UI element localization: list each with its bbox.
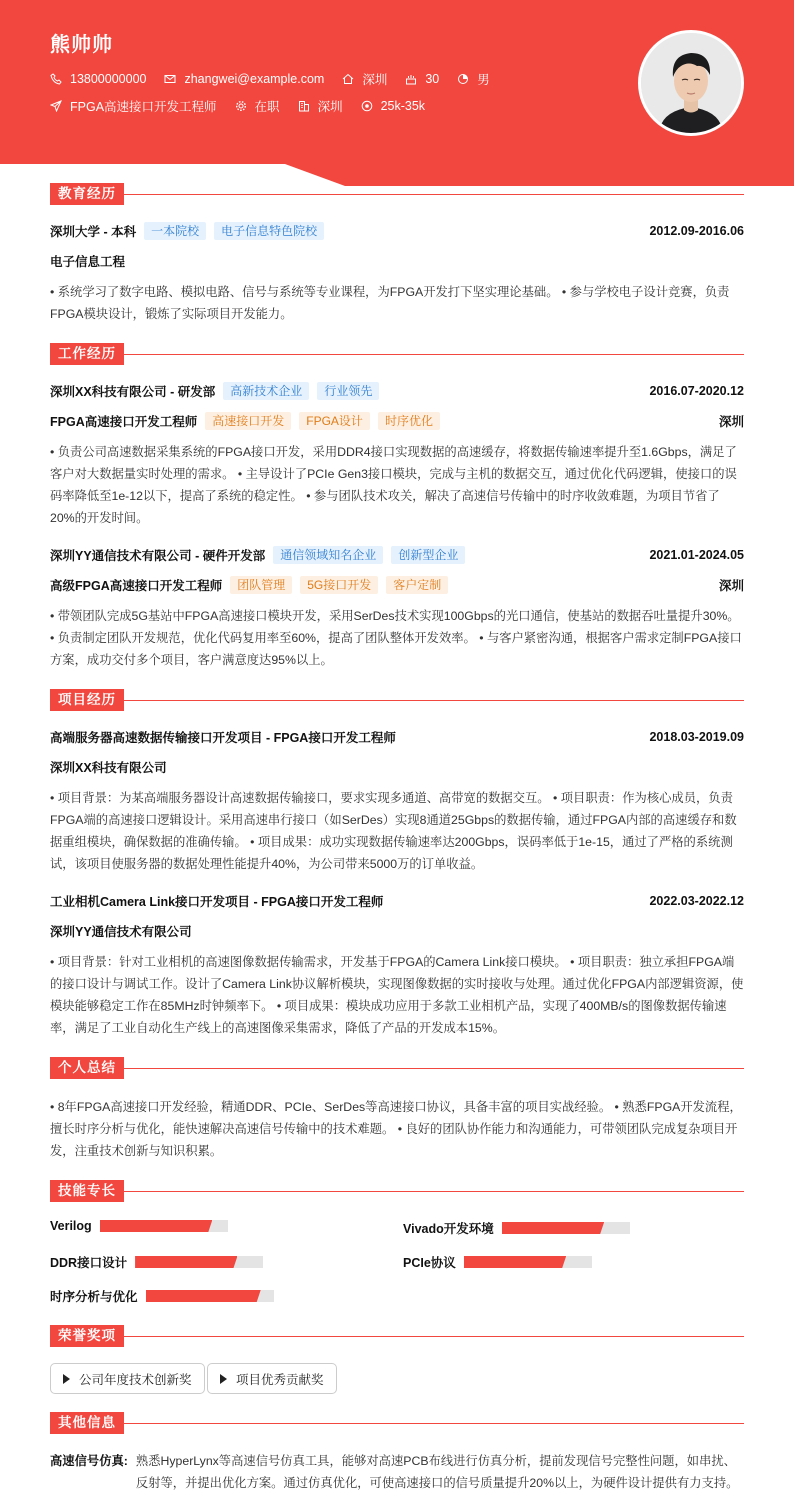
- work-city-text: 深圳: [317, 100, 343, 114]
- skill-bar-fill: [100, 1220, 213, 1232]
- resume-header: [0, 0, 794, 186]
- other-info-label: 高速信号仿真:: [50, 1454, 128, 1468]
- award-badge[interactable]: [207, 1363, 337, 1394]
- project-section-header: [50, 689, 744, 711]
- skill-name: 时序分析与优化: [50, 1290, 138, 1304]
- project-company: 深圳XX科技有限公司: [50, 761, 167, 775]
- award-badge[interactable]: [50, 1363, 205, 1394]
- project-company-row: [50, 921, 744, 941]
- work-title: 工作经历: [50, 343, 124, 365]
- education-period: 2012.09-2016.06: [649, 224, 744, 238]
- work-period: 2021.01-2024.05: [649, 548, 744, 562]
- company-tag: 行业领先: [317, 382, 379, 400]
- award-label: 公司年度技术创新奖: [79, 1372, 192, 1387]
- school-tag: 电子信息特色院校: [214, 222, 324, 240]
- other-title: 其他信息: [50, 1412, 124, 1434]
- skill-item: [403, 1253, 592, 1271]
- gender-icon: [457, 73, 469, 85]
- position-tag: FPGA设计: [299, 412, 370, 430]
- project-company: 深圳YY通信技术有限公司: [50, 925, 192, 939]
- position-tag: 时序优化: [378, 412, 440, 430]
- project-description: • 项目背景：为某高端服务器设计高速数据传输接口，要求实现多通道、高带宽的数据交互。 • 项目职责：作为核心成员，负责FPGA端的高速接口逻辑设计。采用高速串行接口（如SerDes）实现8通道25Gbps的数据传输，通过FPGA内部的高速缓存和数据重组模块，确保数据的准确传输。 • 项目成果：成功实现数据传输速率达200Gbps，误码率低于1e-15，通过了严格的系统测试，该项目使服务器的数据处理性能提升40%，为公司带来5000万的订单收益。: [50, 791, 737, 871]
- salary-info: [361, 99, 425, 113]
- work-city: 深圳: [718, 579, 744, 593]
- cake-icon: [405, 73, 417, 85]
- summary-section-header: [50, 1057, 744, 1079]
- skill-name: Vivado开发环境: [403, 1222, 494, 1236]
- skill-name: DDR接口设计: [50, 1256, 128, 1270]
- skill-bar: [135, 1256, 263, 1268]
- work-position-row: [50, 411, 744, 431]
- school-name: 深圳大学 - 本科: [50, 225, 137, 239]
- section-divider: [124, 1336, 744, 1337]
- skills-section-header: [50, 1180, 744, 1202]
- skill-bar: [502, 1222, 630, 1234]
- gear-icon: [235, 100, 247, 112]
- company-name: 深圳YY通信技术有限公司 - 硬件开发部: [50, 549, 266, 563]
- awards-section-header: [50, 1325, 744, 1347]
- education-section-header: [50, 183, 744, 205]
- education-title: 教育经历: [50, 183, 124, 205]
- section-divider: [124, 1191, 744, 1192]
- position-tag: 客户定制: [386, 576, 448, 594]
- work-city: 深圳: [718, 415, 744, 429]
- skill-bar-fill: [464, 1256, 566, 1268]
- status-info: [235, 97, 280, 115]
- email-info: [164, 72, 324, 86]
- gender-info: [457, 70, 490, 88]
- summary-description: • 8年FPGA高速接口开发经验，精通DDR、PCIe、SerDes等高速接口协议，具备丰富的项目实战经验。 • 熟悉FPGA开发流程，擅长时序分析与优化，能快速解决高速信号传输中的技术难题。 • 良好的团队协作能力和沟通能力，可带领团队完成复杂项目开发，注重技术创新与知识积累。: [50, 1100, 742, 1158]
- skill-name: PCIe协议: [403, 1256, 456, 1270]
- awards-title: 荣誉奖项: [50, 1325, 124, 1347]
- education-row: [50, 221, 744, 241]
- skill-bar: [464, 1256, 592, 1268]
- skill-bar-fill: [146, 1290, 261, 1302]
- position-tag: 5G接口开发: [300, 576, 378, 594]
- section-divider: [124, 1068, 744, 1069]
- work-company-row: [50, 545, 744, 565]
- skill-item: [50, 1287, 274, 1305]
- age-info: [405, 72, 439, 86]
- major-row: [50, 251, 744, 271]
- company-tag: 创新型企业: [391, 546, 465, 564]
- job-row: [50, 97, 443, 115]
- education-description: • 系统学习了数字电路、模拟电路、信号与系统等专业课程，为FPGA开发打下坚实理论基础。 • 参与学校电子设计竞赛，负责FPGA模块设计，锻炼了实际项目开发能力。: [50, 285, 730, 321]
- other-info-item: [50, 1450, 744, 1494]
- project-name: 工业相机Camera Link接口开发项目 - FPGA接口开发工程师: [50, 895, 384, 909]
- project-company-row: [50, 757, 744, 777]
- home-icon: [342, 73, 354, 85]
- skill-item: [50, 1253, 263, 1271]
- project-row: [50, 891, 744, 911]
- skill-bar: [100, 1220, 228, 1232]
- work-city-info: [298, 97, 343, 115]
- project-name: 高端服务器高速数据传输接口开发项目 - FPGA接口开发工程师: [50, 731, 396, 745]
- work-description: • 带领团队完成5G基站中FPGA高速接口模块开发，采用SerDes技术实现100Gbps的光口通信，使基站的数据吞吐量提升30%。 • 负责制定团队开发规范，优化代码复用率至60%，提高了团队整体开发效率。 • 与客户紧密沟通，根据客户需求定制FPGA接口方案，成功交付多个项目，客户满意度达95%以上。: [50, 609, 742, 667]
- section-divider: [124, 194, 744, 195]
- location-text: 深圳: [362, 73, 388, 87]
- section-divider: [124, 700, 744, 701]
- project-title: 项目经历: [50, 689, 124, 711]
- job-target-info: [50, 97, 217, 115]
- summary-title: 个人总结: [50, 1057, 124, 1079]
- other-info-text: 熟悉HyperLynx等高速信号仿真工具，能够对高速PCB布线进行仿真分析，提前发现信号完整性问题，如串扰、反射等，并提出优化方案。通过仿真优化，可使高速接口的信号质量提升20%以上，为硬件设计提供有力支持。: [135, 1454, 739, 1490]
- contact-row: [50, 70, 508, 88]
- section-divider: [124, 354, 744, 355]
- project-row: [50, 727, 744, 747]
- job-target-text: FPGA高速接口开发工程师: [70, 100, 217, 114]
- location-info: [342, 70, 387, 88]
- work-position-row: [50, 575, 744, 595]
- play-icon: [63, 1374, 70, 1384]
- age-text: 30: [425, 72, 440, 86]
- other-section-header: [50, 1412, 744, 1434]
- skill-item: [403, 1219, 630, 1237]
- skill-bar-fill: [135, 1256, 237, 1268]
- skills-title: 技能专长: [50, 1180, 124, 1202]
- work-period: 2016.07-2020.12: [649, 384, 744, 398]
- project-period: 2018.03-2019.09: [649, 730, 744, 744]
- gender-text: 男: [477, 73, 490, 87]
- work-section-header: [50, 343, 744, 365]
- position-name: FPGA高速接口开发工程师: [50, 415, 198, 429]
- phone-icon: [50, 73, 62, 85]
- work-description: • 负责公司高速数据采集系统的FPGA接口开发，采用DDR4接口实现数据的高速缓存，将数据传输速率提升至1.6Gbps，满足了客户对大数据量实时处理的需求。 • 主导设计了PCIe Gen3接口模块，完成与主机的数据交互，通过优化代码逻辑，使接口的误码率降低至1e-12以下，提高了系统的稳定性。 • 参与团队技术攻关，解决了高速信号传输中的时序收敛难题，为项目节省了20%的开发时间。: [50, 445, 737, 525]
- position-name: 高级FPGA高速接口开发工程师: [50, 579, 223, 593]
- paper-plane-icon: [50, 100, 62, 112]
- position-tag: 高速接口开发: [205, 412, 291, 430]
- skill-bar: [146, 1290, 274, 1302]
- play-icon: [220, 1374, 227, 1384]
- salary-text: 25k-35k: [380, 99, 426, 113]
- section-divider: [124, 1423, 744, 1424]
- status-text: 在职: [254, 100, 280, 114]
- candidate-name: 熊帅帅: [50, 34, 113, 56]
- project-period: 2022.03-2022.12: [649, 894, 744, 908]
- salary-icon: [361, 100, 373, 112]
- building-icon: [298, 100, 310, 112]
- company-name: 深圳XX科技有限公司 - 研发部: [50, 385, 216, 399]
- award-label: 项目优秀贡献奖: [236, 1372, 324, 1387]
- work-company-row: [50, 381, 744, 401]
- email-address: zhangwei@example.com: [184, 72, 325, 86]
- phone-info: [50, 72, 146, 86]
- position-tag: 团队管理: [230, 576, 292, 594]
- skill-name: Verilog: [50, 1219, 92, 1233]
- avatar-photo: [641, 33, 741, 133]
- company-tag: 通信领域知名企业: [273, 546, 383, 564]
- major-name: 电子信息工程: [50, 255, 126, 269]
- project-description: • 项目背景：针对工业相机的高速图像数据传输需求，开发基于FPGA的Camera Link接口模块。 • 项目职责：独立承担FPGA端的接口设计与调试工作。设计了Camera Link协议解析模块，实现图像数据的实时接收与处理。通过优化FPGA内部逻辑资源，使模块能够稳定工作在85MHz时钟频率下。 • 项目成果：模块成功应用于多款工业相机产品，实现了400MB/s的图像数据传输速率，满足了工业自动化生产线上的高速图像采集需求，降低了产品的开发成本15%。: [50, 955, 744, 1035]
- company-tag: 高新技术企业: [223, 382, 309, 400]
- avatar: [638, 30, 744, 136]
- phone-number: 13800000000: [70, 72, 147, 86]
- mail-icon: [164, 73, 176, 85]
- skill-bar-fill: [502, 1222, 604, 1234]
- school-tag: 一本院校: [144, 222, 206, 240]
- skill-item: [50, 1219, 228, 1233]
